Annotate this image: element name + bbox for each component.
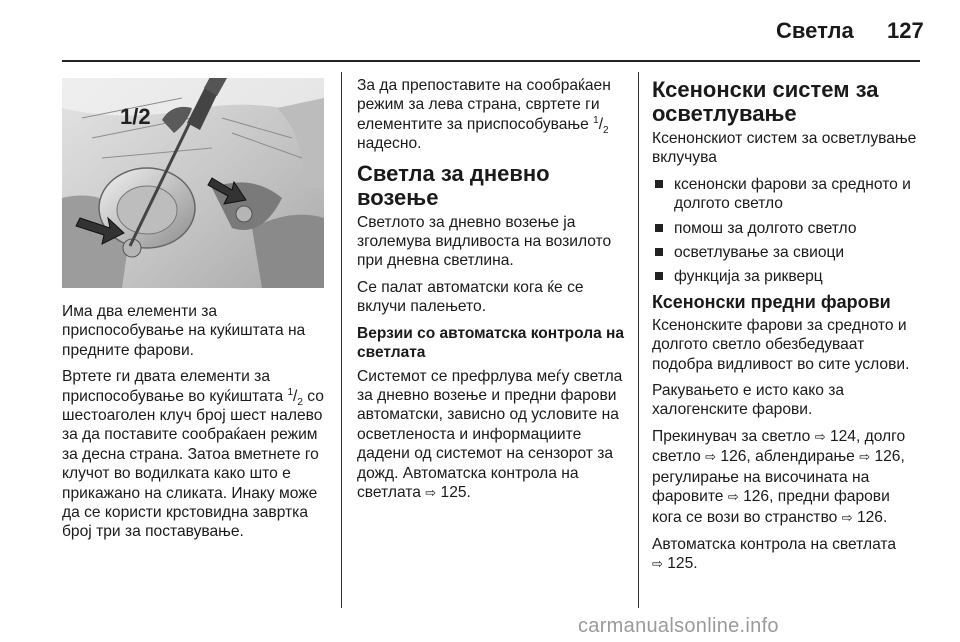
list-item: помош за долгото светло bbox=[652, 219, 922, 238]
list-item: осветлување за свиоци bbox=[652, 243, 922, 262]
reference-arrow-icon[interactable]: ⇨ bbox=[814, 429, 826, 445]
column-right bbox=[652, 78, 922, 582]
column-left bbox=[62, 302, 330, 549]
paragraph: Системот се префрлува меѓу светла за дневно возење и предни фарови автоматски, зависно од условите на осветленоста и информациите дадени од системот на сензорот за дожд. Автоматска контрола на светлата ⇨ 125. bbox=[357, 367, 623, 502]
reference-arrow-icon[interactable]: ⇨ bbox=[859, 450, 871, 466]
watermark: carmanualsonline.info bbox=[578, 615, 779, 637]
headlamp-adjustment-illustration bbox=[62, 78, 324, 288]
section-heading: Ксенонски систем за осветлување bbox=[652, 77, 879, 126]
paragraph: Ксенонскиот систем за осветлување вклучува bbox=[652, 130, 917, 167]
list-item: функција за рикверц bbox=[652, 267, 922, 286]
paragraph: Ракувањето е исто како за халогенските фарови. bbox=[652, 382, 845, 419]
paragraph: Вртете ги двата елементи за приспособување во куќиштата $^1/_2$ со шестоаголен клуч број шест налево за да поставите сообраќаен режим за десна страна. Затоа вметнете го клучот во водилката како што е прикажано на сликата. Инаку може да се користи крстовидна завртка број три за поставување. bbox=[62, 368, 324, 541]
paragraph: Се палат автоматски кога ќе се вклучи палењето. bbox=[357, 278, 584, 316]
column-divider bbox=[638, 72, 639, 608]
subheading: Верзии со автоматска контрола на светлата bbox=[357, 324, 624, 361]
reference-arrow-icon[interactable]: ⇨ bbox=[652, 557, 663, 573]
paragraph: За да препоставите на сообраќаен режим за лева страна, свртете ги елементите за приспособување $^1/_2$ надесно. bbox=[357, 77, 611, 153]
paragraph: Прекинувач за светло ⇨ 124, долго светло ⇨ 126, аблендирање ⇨ 126, регулирање на височината на фаровите ⇨ 126, предни фарови кога се вози во странство ⇨ 126. bbox=[652, 427, 906, 526]
feature-list bbox=[652, 175, 922, 287]
paragraph: Автоматска контрола на светлата ⇨ 125. bbox=[652, 535, 897, 573]
page-number: 127 bbox=[887, 18, 924, 43]
section-heading: Светла за дневно возење bbox=[357, 160, 550, 210]
paragraph: Има два елементи за приспособување на куќиштата на предните фарови. bbox=[62, 303, 306, 359]
paragraph: Светлото за дневно возење ја зголемува видливоста на возилото при дневна светлина. bbox=[357, 213, 612, 270]
reference-arrow-icon[interactable]: ⇨ bbox=[841, 510, 853, 526]
page-reference[interactable]: 125. bbox=[667, 555, 698, 573]
header-title: Светла bbox=[776, 18, 854, 43]
section-heading: Ксенонски предни фарови bbox=[652, 291, 891, 312]
paragraph: Ксенонските фарови за средното и долгото светло обезбедуваат подобра видливост во сите услови. bbox=[652, 316, 910, 373]
reference-arrow-icon[interactable]: ⇨ bbox=[727, 490, 739, 506]
reference-arrow-icon[interactable]: ⇨ bbox=[425, 486, 437, 502]
header-rule bbox=[62, 60, 920, 62]
page-reference[interactable]: 125. bbox=[440, 484, 471, 502]
list-item: ксенонски фарови за средното и долгото светло bbox=[652, 175, 922, 214]
reference-arrow-icon[interactable]: ⇨ bbox=[705, 450, 717, 466]
figure-label: 1/2 bbox=[120, 104, 151, 129]
column-divider bbox=[341, 72, 342, 608]
column-middle bbox=[357, 76, 625, 511]
